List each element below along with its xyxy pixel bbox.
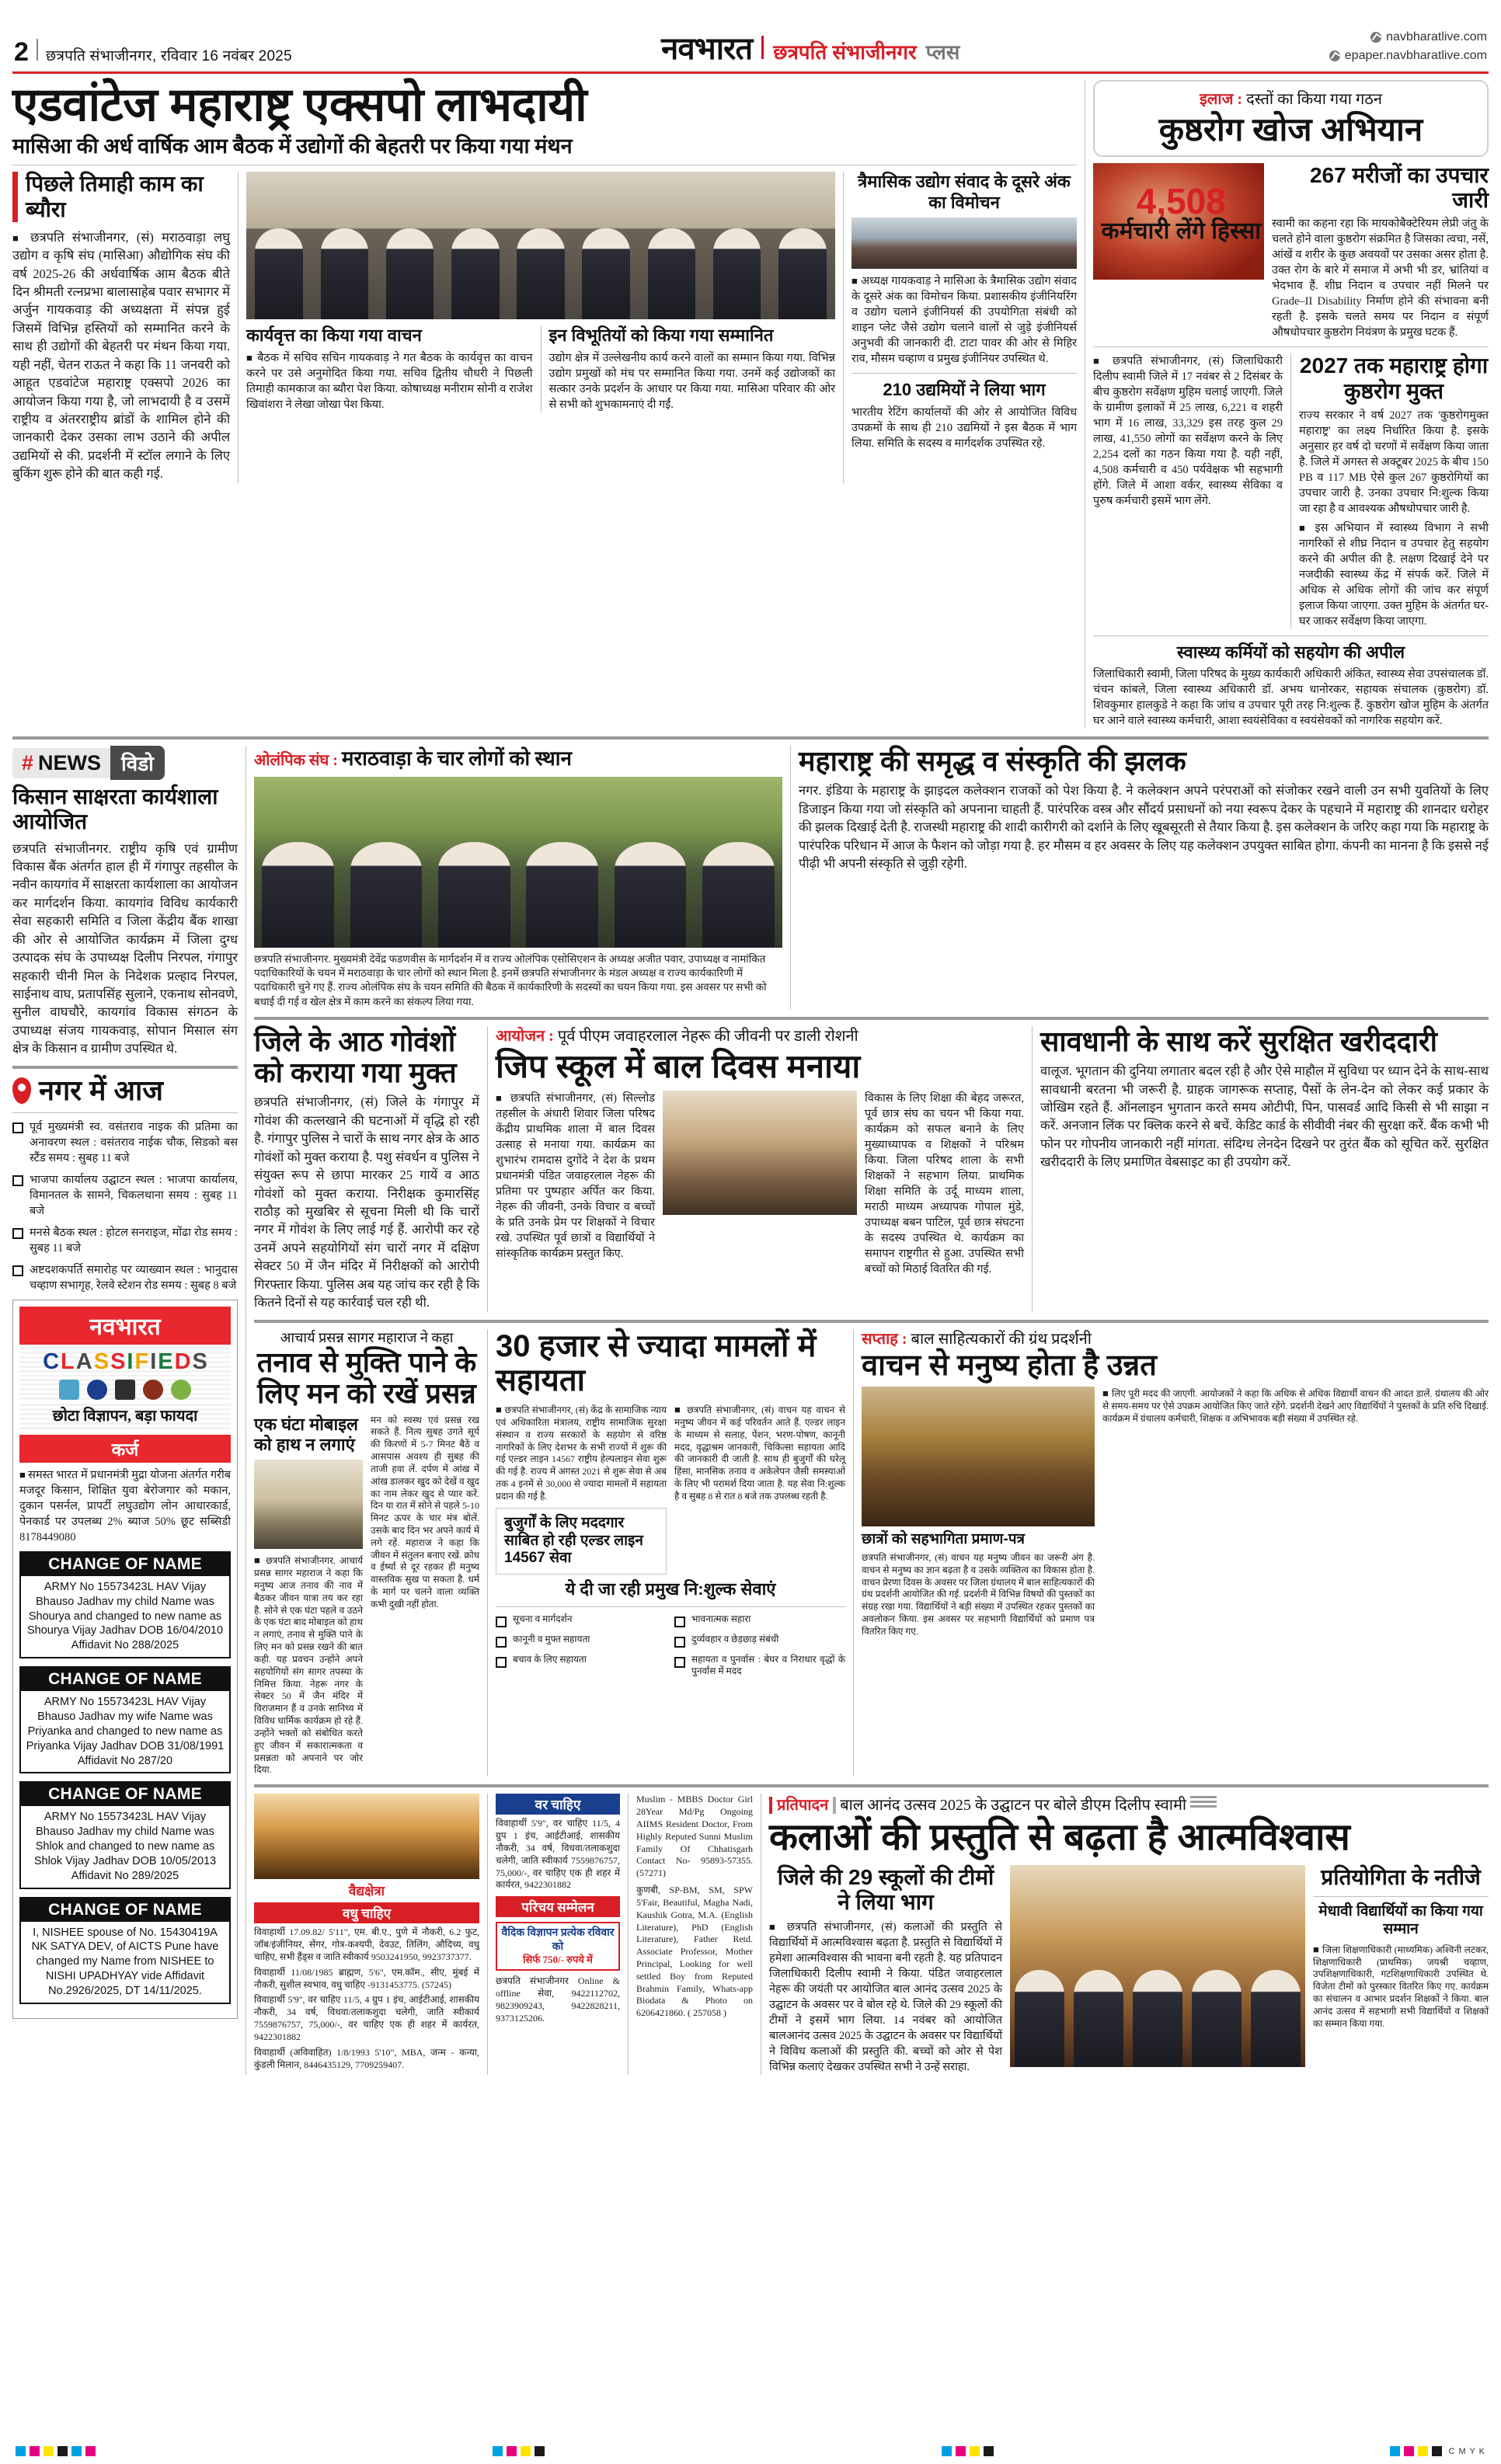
- saint-headline: तनाव से मुक्ति पाने के लिए मन को रखें प्रसन्न: [256, 1345, 477, 1410]
- art-tag: प्रतिपादन: [769, 1797, 836, 1814]
- masthead-links: [1329, 28, 1487, 65]
- section-rule: [851, 373, 1077, 374]
- appeal-head: स्वास्थ्य कर्मियों को सहयोग की अपील: [1176, 642, 1405, 662]
- color-dots-right-wrap: [1390, 2446, 1485, 2456]
- wedding-ad-photo: [254, 1794, 479, 1879]
- search-icon: [87, 1380, 107, 1400]
- masthead-left: [14, 39, 292, 65]
- lead-col-1: [12, 172, 230, 482]
- leprosy-right-body2: ■ इस अभियान में स्वास्थ्य विभाग ने सभी नागरिकों से शीघ्र निदान व उपचार हेतु सहयोग करने की अपील की है. लक्षण दिखाई देने पर नजदीकी स्वास्थ्य केंद्र में संपर्क करें. जिले में अधिक से अधिक लोगों की जांच कर संपूर्ण इलाज किया जाएगा. उक्त मुहिम के अंतर्गत घर-घर जाकर सर्वेक्षण किया जाएगा.: [1299, 520, 1489, 629]
- checkbox-icon: [496, 1617, 507, 1627]
- news-badge-label: [12, 748, 110, 778]
- menu-lines-icon: [1190, 1794, 1217, 1810]
- center-rail: [254, 746, 1489, 2075]
- news-video-body: छत्रपति संभाजीनगर. राष्ट्रीय कृषि एवं ग्रामीण विकास बैंक अंतर्गत हाल ही में गंगापुर तहसील के नवीन कायगांव में साक्षरता कार्यशाला का आयोजन कर मार्गदर्शन किया. कायगांव विविध कार्यकारी सेवा सहकारी समिति व जिला केंद्रीय बैंक शाखा की ओर से आयोजित कार्यक्रम में जिला दुग्ध उत्पादक संघ के उपाध्यक्ष दिलीप निरपल, गंगापुर सहकारी चीनी मिल के निदेशक प्रल्हाद निरपल, साईनाथ वाघ, प्रतापसिंह सुलाने, एकनाथ सोनवणे, सुनील वाघचौरे, कायगांव विकास संगठन के उपाध्यक्ष संजय गायकवाड़, सोपान मिसाल संग क्षेत्र के किसान व ग्रामीण उपस्थित थे.: [12, 840, 238, 1056]
- checkbox-icon: [12, 1175, 23, 1186]
- second-block: [12, 746, 1489, 2075]
- leprosy-left-col: [1093, 353, 1283, 628]
- epaper-url[interactable]: epaper.navbharatlive.com: [1344, 49, 1487, 62]
- art-sub: जिले की 29 स्कूलों की टीमों ने लिया भाग: [777, 1864, 994, 1915]
- culture-headline: महाराष्ट्र की समृद्ध व संस्कृति की झलक: [799, 745, 1186, 778]
- results-body: ■ जिला शिक्षणाधिकारी (माध्यमिक) अश्विनी लटकर, शिक्षणाधिकारी (प्राथमिक) जयश्री चव्हाण, उपशिक्षणाधिकारी, गटशिक्षणाधिकारी उपस्थित थे. विजेता टीमों को पुरस्कार वितरित किए गए. कार्यक्रम का संचालन व आभार प्रदर्शन शिक्षकों ने किया. बाल आनंद उत्सव में सहभागी सभी विद्यार्थियों व शिक्षकों का सम्मान किया गया.: [1313, 1943, 1489, 2031]
- list-item: [674, 1634, 845, 1648]
- band-rule: [254, 1784, 1489, 1787]
- hash-icon: #: [22, 750, 34, 774]
- saint-left-text: ■ छत्रपति संभाजीनगर. आचार्य प्रसन्न सागर महाराज ने कहा कि मनुष्य आज तनाव की नाव में बैठकर जीवन यात्रा तय कर रहा है. सोने से एक घंटा पहले व उठने के एक घंटा बाद मोबाइल को हाथ न लगाएं, तनाव से मुक्ति पाने के लिए मन को प्रसन्न रखने की बात कही. यह प्रवचन उन्होंने अपने सहयोगियों संग सागर तपस्या के निमित्त किया. नेहरू नगर के सेक्टर 50 में जैन मंदिर में विराजमान हैं व उनके सानिध्य में विविध धार्मिक कार्यक्रम हो रहे हैं. उन्होंने भक्तों को संबोधित करते हुए जीवन में सकारात्मकता व प्रसन्नता को अपनाने पर जोर दिया.: [254, 1554, 363, 1777]
- matrimonial-entry: विवाहार्थी (अविवाहित) 1/8/1993 5'10", MBA, जन्म - कन्या, कुंडली मिलान, 8446435129, 7709259407.: [254, 2046, 479, 2070]
- art-row: [769, 1865, 1489, 2075]
- olympic-headline: मराठवाड़ा के चार लोगों को स्थान: [341, 747, 572, 771]
- column-rule: [238, 172, 239, 482]
- matrimonial-contact: छत्रपति संभाजीनगर Online & offline सेवा, 9422112702, 9823909243, 9422828211, 9373125206.: [496, 1975, 620, 2024]
- brand-separator: [761, 36, 764, 59]
- health-icon: [171, 1380, 191, 1400]
- leprosy-right-col: [1299, 353, 1489, 628]
- classifieds-tagline: छोटा विज्ञापन, बड़ा फायदा: [19, 1401, 231, 1430]
- matrimonial-col-3: [636, 1794, 753, 2075]
- legal-aid-headline: 30 हजार से ज्यादा मामलों में सहायता: [496, 1328, 817, 1398]
- books-body2: ■ लिए पूरी मदद की जाएगी. आयोजकों ने कहा कि अधिक से अधिक विद्यार्थी वाचन की आदत डालें. ग्रंथालय की ओर से समय-समय पर ऐसे उपक्रम आयोजित किए जाते रहेंगे. प्रदर्शनी देखने आए विद्यार्थियों ने पुस्तकों के प्रति रुचि दिखाई. कार्यक्रम में ग्रंथालय कर्मचारी, शिक्षक व अभिभावक बड़ी संख्या में उपस्थित रहे.: [1102, 1387, 1489, 1425]
- saint-photo: [254, 1460, 363, 1549]
- band-rule: [254, 1017, 1489, 1020]
- art-headline: कलाओं की प्रस्तुति से बढ़ता है आत्मविश्वास: [769, 1817, 1350, 1859]
- school-event-photo: [663, 1091, 857, 1215]
- culture-story: [799, 746, 1489, 1009]
- weekly-ad-line2: सिर्फ 750/- रुपये में: [523, 1954, 593, 1966]
- checkbox-icon: [12, 1122, 23, 1133]
- globe-icon: [1329, 50, 1340, 61]
- school-kicker: [496, 1026, 1024, 1046]
- books-photo-caption: छात्रों को सहभागिता प्रमाण-पत्र: [862, 1531, 1026, 1548]
- books-story: [862, 1329, 1489, 1777]
- matrimonial-entry: विवाहार्थी 17.09.82/ 5'11", एम. बी.ए., पुणे में नौकरी, 6.2 फुट, जॉब/इंजीनियर, सेंगर, गोत्र-कश्यपी, देवउट, तिलिंग, औदिच्य, वधु चाहिए, सभी हैंड्स व जाति स्वीकार्य 9503241950, 9923737377.: [254, 1926, 479, 1962]
- cattle-story: [254, 1026, 479, 1312]
- service-label: बचाव के लिए सहायता: [513, 1653, 587, 1665]
- location-pin-icon: [12, 1077, 31, 1104]
- notice-body: I, NISHEE spouse of No. 15430419A NK SATYA DEV, of AICTS Pune have changed my Name from NISHEE to NISHI UPADHYAY vide Affidavit No.2926/2025, DT 14/11/2025.: [31, 1926, 219, 1997]
- saint-subhead: एक घंटा मोबाइल को हाथ न लगाएं: [254, 1414, 358, 1454]
- dateline: छत्रपति संभाजीनगर, रविवार 16 नवंबर 2025: [45, 48, 292, 64]
- list-item: [496, 1654, 667, 1668]
- leprosy-top-row: [1093, 163, 1489, 340]
- school-headline: जिप स्कूल में बाल दिवस मनाया: [496, 1047, 861, 1084]
- caption-block-1: [246, 325, 533, 412]
- book-exhibition-photo: [862, 1387, 1095, 1526]
- school-kicker-text: पूर्व पीएम जवाहरलाल नेहरू की जीवनी पर डाली रोशनी: [557, 1027, 858, 1045]
- classifieds-wordmark: C L A S S I F I E D S: [19, 1345, 231, 1376]
- books-body: छत्रपति संभाजीनगर, (सं) वाचन यह मनुष्य जीवन का जरूरी अंग है. वाचन से मनुष्य का ज्ञान बढ़ता है व उसके व्यक्तित्व का विकास होता है. वाचन प्रेरणा दिवस के अवसर पर जिला ग्रंथालय में बाल साहित्यकारों की ग्रंथ प्रदर्शनी आयोजित की गई. प्रदर्शनी में विभिन्न विषयों की पुस्तकों का संग्रह रखा गया. विद्यार्थियों ने बड़ी संख्या में उपस्थित रहकर पुस्तकों का अवलोकन किया. इस अवसर पर सहभागी विद्यार्थियों को प्रमाण पत्र वितरित किए गए.: [862, 1551, 1095, 1637]
- edition-suffix: प्लस: [925, 40, 960, 64]
- column-rule: [487, 1794, 488, 2075]
- books-body2-wrap: [1102, 1387, 1489, 1638]
- school-tag: आयोजन :: [496, 1027, 554, 1045]
- loan-ad-text: ■ समस्त भारत में प्रधानमंत्री मुद्रा योजना अंतर्गत गरीब मजदूर किसान, शिक्षित युवा बेरोजगार को मकान, दुकान पसर्नल, प्रापर्टी लघुउद्योग लोन आधारकार्ड, पेनकार्ड पर उपलब्ध 2% ब्याज 50% छूट सब्सिडी 8178449080: [19, 1467, 231, 1545]
- leprosy-right-body: राज्य सरकार ने वर्ष 2027 तक 'कुष्ठरोगमुक्त महाराष्ट्र' का लक्ष्य निर्धारित किया है. इसके अनुसार हर वर्ष दो चरणों में सर्वेक्षण किया जाता है. जिले में अगस्त से अक्टूबर 2025 के बीच 150 PB व 117 MB ऐसे कुल 267 कुष्ठरोगियों का उपचार जारी है. उनका उपचार नि:शुल्क किया जा रहा है व आवश्यक औषधोपचार जारी है.: [1299, 409, 1489, 515]
- leprosy-kicker-rest: दस्तों का किया गया गठन: [1246, 91, 1382, 108]
- column-rule: [1032, 1026, 1033, 1312]
- saint-left: [254, 1415, 363, 1777]
- muslim-entry: Muslim - MBBS Doctor Girl 28Year Md/Pg Ongoing AIIMS Resident Doctor, From Highly Reputed Sunni Muslim Family Of Chhatisgarh Contact No- 95893-57355. (57271): [636, 1794, 753, 1879]
- books-kicker: [862, 1329, 1489, 1349]
- cattle-headline: जिले के आठ गोवंशों को कराया गया मुक्त: [254, 1025, 457, 1089]
- leprosy-bottom-row: [1093, 353, 1489, 628]
- list-item: [496, 1613, 667, 1627]
- results-sub: मेधावी विद्यार्थियों का किया गया सम्मान: [1318, 1903, 1483, 1937]
- saint-content: [254, 1415, 479, 1777]
- books-tag: सप्ताह :: [862, 1330, 907, 1348]
- city-today-item-text: मनसे बैठक स्थल : होटल सनराइज, मोंढा रोड समय : सुबह 11 बजे: [30, 1226, 238, 1255]
- photo-figures: [246, 228, 835, 320]
- safety-body: वालूज. भूगतान की दुनिया लगातार बदल रही है और ऐसे माहौल में सुविधा पर ध्यान देने के साथ-साथ सावधानी बरतना भी जरूरी है. ग्राहक जागरूक सप्ताह, पैसों के लेन-देन को लेकर कई प्रकार के जोखिम रहते हैं. ऑनलाइन भुगतान करते समय ओटीपी, पिन, पासवर्ड आदि किसी से भी साझा न करें. अनजान लिंक पर क्लिक करने से बचें. केडिट कार्ड के सीवीवी नंबर की सुरक्षा करें. बैंक कभी भी फोन पर गोपनीय जानकारी नहीं मांगता. संदिग्ध लेनदेन दिखने पर तुरंत बैंक को सूचित करें. सुरक्षित खरीददारी के लिए प्रमाणित वेबसाइट का ही उपयोग करें.: [1040, 1063, 1489, 1170]
- leprosy-sub-col: [1272, 163, 1489, 340]
- books-photo-wrap: [862, 1387, 1095, 1638]
- legal-aid-right: [674, 1403, 845, 1575]
- stat-label: कर्मचारी लेंगे हिस्सा: [1101, 218, 1261, 245]
- lead-story: [12, 80, 1077, 729]
- leprosy-left-body: ■ छत्रपति संभाजीनगर, (सं) जिलाधिकारी दिलीप स्वामी जिले में 17 नवंबर से 2 दिसंबर के बीच कुष्ठरोग सर्वेक्षण मुहिम चलाई जाएगी. जिले के ग्रामीण इलाकों में 25 लाख, 6,221 व शहरी भाग में 16 लाख, 33,329 इस तरह कुल 29 लाख, 41,550 लोगों का सर्वेक्षण करने के लिए 2,254 दलों का गठन किया गया है. यही नहीं, 4,508 कर्मचारी व 450 पर्यवेक्षक भी सहभागी होंगे. जिले में आशा वर्कर, स्वास्थ्य सेविका व पुरुष कर्मचारी इसमें भाग लेंगे.: [1093, 353, 1283, 509]
- saint-right: [371, 1415, 479, 1777]
- change-of-name-notice: [19, 1897, 231, 2004]
- art-body: ■ छत्रपति संभाजीनगर, (सं) कलाओं की प्रस्तुति से विद्यार्थियों में आत्मविश्वास बढ़ता है. प्रस्तुति से विद्यार्थियों में हमेशा आत्मविश्वास की भावना बनी रहती है. यह प्रतिपादन जिलाधिकारी दिलीप स्वामी ने किया. पंडित जवाहरलाल नेहरू की जयंती पर आयोजित बाल आनंद उत्सव 2025 के उद्घाटन के अवसर पर वे बोल रहे थे. जिले की 29 स्कूलों की टीमों ने इसमें भाग लिया. 14 नवंबर को आयोजित बालआनंद उत्सव 2025 के उद्घाटन के अवसर पर विद्यार्थियों ने विविध कलाओं की प्रस्तुति की. बच्चों को ओर से पेश विभिन्न कलाएं देखकर उपस्थित सभी ने उन्हें सराहा.: [769, 1919, 1002, 2075]
- globe-icon: [1370, 32, 1381, 43]
- masthead-brand-block: [661, 26, 959, 68]
- column-rule: [853, 1329, 854, 1777]
- legal-aid-row: [496, 1403, 845, 1575]
- legal-aid-body2: ■ छत्रपति संभाजीनगर, (सं) वाचन यह वाचन से मनुष्य जीवन में कई परिवर्तन आते हैं. एल्डर लाइन के माध्यम से सलाह, पेंशन, भरण-पोषण, कानूनी मदद, वृद्धाश्रम जानकारी, चिकित्सा सहायता आदि की जानकारी दी जाती है. साथ ही बुजुर्गों की घरेलू हिंसा, मानसिक तनाव व अकेलेपन जैसी समस्याओं के लिए भी परामर्श दिया जाता है. यह सेवा नि:शुल्क है व सुबह 8 से रात 8 बजे तक उपलब्ध रहती है.: [674, 1403, 845, 1503]
- service-label: दुर्व्यवहार व छेड़छाड़ संबंधी: [691, 1633, 779, 1644]
- color-dots-mid2: [942, 2446, 994, 2456]
- books-row: [862, 1387, 1489, 1638]
- city-today-item-text: पूर्व मुख्यमंत्री स्व. वसंतराव नाइक की प्रतिमा का अनावरण स्थल : वसंतराव नाईक चौक, सिडको बस स्टैंड समय : सुबह 11 बजे: [30, 1120, 238, 1164]
- page-content: [0, 74, 1501, 2075]
- change-of-name-notice: [19, 1666, 231, 1773]
- list-item: [12, 1225, 238, 1256]
- lead-caption-row: [246, 325, 835, 412]
- legal-aid-stat-box: [496, 1508, 667, 1575]
- photo-caption-head: कार्यवृत्त का किया गया वाचन: [246, 325, 422, 346]
- city-today-title: नगर में आज: [39, 1074, 164, 1106]
- website-row[interactable]: [1329, 28, 1487, 47]
- matrimonial-col-2: [496, 1794, 620, 2075]
- art-festival-story: [769, 1794, 1489, 2075]
- weekly-ad-box[interactable]: [496, 1922, 620, 1971]
- edition-name: छत्रपति संभाजीनगर: [773, 40, 917, 64]
- notice-title: CHANGE OF NAME: [21, 1668, 229, 1691]
- section-rule: [1313, 1896, 1489, 1897]
- change-of-name-notice: [19, 1781, 231, 1888]
- list-item: [674, 1613, 845, 1627]
- leprosy-headline: कुष्ठरोग खोज अभियान: [1158, 111, 1423, 148]
- change-of-name-notice: [19, 1551, 231, 1658]
- magazine-release-photo: [851, 218, 1077, 269]
- checkbox-icon: [496, 1637, 507, 1648]
- services-col-2: [674, 1613, 845, 1685]
- news-video-badge[interactable]: [12, 746, 165, 780]
- column-rule: [1290, 353, 1291, 628]
- school-body-left: [496, 1091, 655, 1277]
- photo-caption-body: ■ बैठक में सचिव सचिन गायकवाड़ ने गत बैठक के कार्यवृत्त का वाचन करने पर उसे अनुमोदित किया गया. सचिव द्वितीय चौधरी ने पिछली तिमाही कामकाज का ब्यौरा पेश किया. कोषाध्यक्ष मनीराम सोनी व राजेश खिवांशरा ने लेखा जोखा पेश किया.: [246, 350, 533, 412]
- books-kicker-text: बाल साहित्यकारों की ग्रंथ प्रदर्शनी: [911, 1330, 1092, 1348]
- fifth-block: [254, 1794, 1489, 2075]
- appeal-body: जिलाधिकारी स्वामी, जिला परिषद के मुख्य कार्यकारी अधिकारी अंकित, स्वास्थ्य सेवा उपसंचालक डॉ. चंचन कांबले, जिला स्वास्थ्य अधिकारी डॉ. अभय धानोरकर, सहायक संचालक (कुष्ठरोग) डॉ. शिवकुमार हालकुडे ने कहा कि जांच व उपचार पूरी तरह नि:शुल्क हैं. कुष्ठरोग खोज मुहिम के अंतर्गत घर आने वाले स्वास्थ्य कर्मचारी, आशा स्वयंसेविका व स्वयंसेवकों को नागरिक सहयोग करें.: [1093, 668, 1489, 728]
- brahmin-entry: कुणबी, SP-BM, SM, SPW 5'Fair, Beautiful, Magha Nadi, Kaushik Gotra, M.A. (English Literature), PhD (English Literature), Father Retd. Associate Professor, Mother Principal, Looking for well settled Boy from Reputed Brahmin Family, Whats-app Biodata & Photo on 6206421860. ( 257058 ): [636, 1885, 753, 2019]
- legal-aid-stat-head: बुजुर्गों के लिए मददगार साबित हो रही एल्डर लाइन 14567 सेवा: [504, 1514, 643, 1567]
- classifieds-section-loan: कर्ज: [19, 1435, 231, 1463]
- left-rail: [12, 746, 238, 2075]
- saint-kicker: आचार्य प्रसन्न सागर महाराज ने कहा: [280, 1329, 454, 1345]
- matrimonial-entry: विवाहार्थी 11/08/1985 ब्राह्मण, 5'6", एम.कॉम., सीए, मुंबई में नौकरी, सुशील स्वभाव, वधु चाहिए -9131453775. (57245): [254, 1966, 479, 1990]
- notice-body: ARMY No 15573423L HAV Vijay Bhauso Jadhav my wife Name was Priyanka and changed to new name as Priyanka Vijay Jadhav DOB 31/08/1991 Affidavit No 287/20: [26, 1696, 225, 1767]
- school-body-right: [865, 1091, 1024, 1277]
- wedding-icon: [143, 1380, 163, 1400]
- section-rule: [1093, 346, 1489, 347]
- news-label: NEWS: [38, 750, 102, 774]
- city-today-item-text: भाजपा कार्यालय उद्घाटन स्थल : भाजपा कार्यालय, विमानतल के सामने, चिकलथाना समय : सुबह 11 बजे: [30, 1173, 238, 1217]
- section-rule: [12, 1112, 238, 1113]
- graduation-cap-icon: [115, 1380, 135, 1400]
- service-label: सूचना व मार्गदर्शन: [513, 1613, 573, 1624]
- band-rule: [254, 1320, 1489, 1323]
- school-photo-wrap: [663, 1091, 857, 1277]
- culture-body: नगर. इंडिया के महाराष्ट्र के झाइदल कलेक्शन राजकों को पेश किया है. ने कलेक्शन अपने परंपराओं को संजोकर रखने वाली उन सभी युवतियों के लिए डिजाइन किया गया जो संस्कृति को अपनाना चाहती हैं. पारंपरिक वस्त्र और सौंदर्य प्रसाधनों को नया स्वरूप देकर के पहचाने में महाराष्ट्र की शानदार धरोहर की झलक दिखाई देती है. राजस्थी महाराष्ट्र की शादी कारीगरी को दर्शाने के लिए खूबसूरती से तैयार किया है. इस कलेक्शन के जरिए कहा गया कि महाराष्ट्र के पारंपरिक परिधान में आज के फैशन को जोड़ा गया है. हर मौसम व हर अवसर के लिए यह कलेक्शन उपयुक्त साबित होगा. कंपनी का मानना है कि इससे नई पीढ़ी भी अपनी संस्कृति से जुड़ी रहेगी.: [799, 783, 1489, 872]
- column-rule: [487, 1026, 488, 1312]
- column-rule: [541, 325, 542, 412]
- classifieds-brand: नवभारत: [19, 1307, 231, 1345]
- masthead: [0, 0, 1501, 71]
- band-rule: [12, 736, 1489, 740]
- lead-right-body: ■ अध्यक्ष गायकवाड़ ने मासिआ के त्रैमासिक उद्योग संवाद के दूसरे अंक का विमोचन किया. प्रशासकीय इंजीनियरिंग व उद्योग चलाने इंजीनियर्स की उपयोगिता संबंधी को शाइन प्लेट जैसे उद्योग चलाने वालों से जुड़े इंजीनियर्स अनुभवी की जानकारी दी. टाटा पावर की ओर से मिहिर राव, मौसम चव्हाण व प्रमुख इंजीनियर उपस्थित थे.: [851, 273, 1077, 367]
- service-label: कानूनी व मुफ्त सहायता: [513, 1633, 590, 1644]
- video-label[interactable]: विडो: [110, 746, 165, 780]
- school-body-row: [496, 1091, 1024, 1277]
- checkbox-icon: [674, 1617, 685, 1627]
- saint-right-text: मन को स्वस्थ एवं प्रसन्न रख सकते हैं. नित्य सुबह उगते सूर्य की किरणों में 5-7 मिनट बैठें व आसपास अवश्य ही सुबह की ताजी हवा लें. दर्पण में आंख में आंख डालकर खुद को देखें व खुद का नाम लेकर खुद से प्यार करें. दिन या रात में सोने से पहले 5-10 मिनट ऊपर के चार मंत्र बोलें. उसके बाद दिन भर अपने कार्य में लगे रहें. महाराज ने कहा कि जीवन में संतुलन बनाए रखें. क्रोध व ईर्ष्या से दूर रहकर ही मनुष्य वास्तविक सुख पा सकता है. धर्म के मार्ग पर चलने वाला व्यक्ति कभी दुखी नहीं होता.: [371, 1414, 479, 1610]
- photo-figures: [1010, 1970, 1305, 2067]
- lead-bottom-body: भारतीय रेटिंग कार्यालयों की ओर से आयोजित विविध उपक्रमों के साथ ही 210 उद्यमियों ने इस बैठक में भाग लिया. समिति के सदस्य व मार्गदर्शक उपस्थित रहे.: [851, 405, 1077, 450]
- leprosy-photo-wrap: [1093, 163, 1264, 340]
- saint-story: [254, 1329, 479, 1777]
- color-dots-mid: [493, 2446, 545, 2456]
- caption-block-2: [549, 325, 836, 412]
- lead-side-head: पिछले तिमाही काम का ब्यौरा: [12, 172, 230, 221]
- color-dots-left: [16, 2446, 96, 2456]
- website-url[interactable]: navbharatlive.com: [1386, 30, 1487, 44]
- classifieds-block: [12, 1300, 238, 2019]
- column-rule: [843, 172, 844, 482]
- art-results: [1313, 1865, 1489, 2075]
- art-left: [769, 1865, 1002, 2075]
- bride-wanted-head: वधु चाहिए: [254, 1902, 479, 1923]
- service-label: सहायता व पुनर्वास : बेघर व निराधार वृद्धों के पुनर्वास में मदद: [691, 1653, 845, 1677]
- masthead-divider: [37, 39, 38, 61]
- mid-head: इन विभूतियों को किया गया सम्मानित: [549, 325, 774, 346]
- school-story: [496, 1026, 1024, 1312]
- art-photo-wrap: [1010, 1865, 1305, 2075]
- leprosy-sub-body: स्वामी का कहना रहा कि मायकोबैक्टेरियम लेप्री जंतु के चलते होने वाला कुष्ठरोग संक्रमित है जिसका त्वचा, नसें, आंखें व शरीर के कुछ अवयवों पर उसका असर होता है. उक्त रोग के बारे में समाज में अभी भी डर, भ्रांतियां व भेदभाव हैं. शीघ्र निदान व उपचार नहीं मिलने पर Grade–II Disability निर्माण होने की संभावना बनी रहती है. इसके चलते समय पर निदान व संपूर्ण औषधोपचार कुष्ठरोग नियंत्रण के प्रमुख घटक हैं.: [1272, 218, 1489, 339]
- list-item: [12, 1172, 238, 1219]
- legal-aid-story: [496, 1329, 845, 1777]
- band-rule: [12, 1066, 238, 1069]
- list-item: [12, 1262, 238, 1293]
- brand-logo: नवभारत: [661, 32, 753, 66]
- classifieds-icons: [19, 1376, 231, 1401]
- results-head: प्रतियोगिता के नतीजे: [1321, 1864, 1481, 1889]
- services-head: ये दी जा रही प्रमुख नि:शुल्क सेवाएं: [565, 1579, 776, 1599]
- art-kicker: [769, 1794, 1489, 1815]
- books-headline: वाचन से मनुष्य होता है उन्नत: [862, 1349, 1157, 1382]
- services-list: [496, 1613, 845, 1685]
- checkbox-icon: [496, 1657, 507, 1668]
- notice-body: ARMY No 15573423L HAV Vijay Bhauso Jadhav my child Name was Shlok and changed to new name as Shlok Vijay Jadhav DOB 10/05/2013 Affidavit No 289/2025: [33, 1811, 217, 1882]
- photo-figures: [254, 842, 782, 948]
- color-dots-right: [1390, 2446, 1442, 2456]
- leprosy-kicker: [1104, 89, 1478, 110]
- leprosy-story: [1093, 80, 1489, 729]
- lead-body: ■ छत्रपति संभाजीनगर, (सं) मराठवाड़ा लघु उद्योग व कृषि संघ (मासिआ) औद्योगिक संघ की वर्ष 2025-26 की अर्धवार्षिक आम बैठक बीते दिन श्रीमती रत्नप्रभा बालासाहेब पवार सभागर में अर्जुन गायकवाड़ की अध्यक्षता में संपन्न हुई जिसमें विभिन्न हस्तियों को सम्मानित करने के साथ ही उद्योगों की बेहतरी पर मंथन किया गया. यही नहीं, चेतन राऊत ने कहा कि 11 जनवरी को आहूत एडवांटेज महाराष्ट्र एक्सपो 2026 का आयोजन किया गया है, जो लाभदायी है व उसमें राष्ट्रीय व अंतरराष्ट्रीय ब्रांडों के शामिल होने की जानकारी देकर उसका लाभ उठाने की अपील उद्यमियों से की. प्रदर्शनी में स्टॉल लगाने के लिए बुकिंग शुरू होने की बात कही गई.: [12, 228, 230, 483]
- list-item: [12, 1119, 238, 1166]
- masia-meeting-photo: [246, 172, 835, 319]
- top-block: [12, 80, 1489, 729]
- leprosy-box: [1093, 80, 1489, 157]
- school-left-text: ■ छत्रपति संभाजीनगर, (सं) सिल्लोड तहसील के अंधारी शिवार जिला परिषद केंद्रीय प्राथमिक शाला में बाल दिवस उत्साह से मनाया गया. कार्यक्रम का शुभारंभ रामदास दुगोंदे ने देश के प्रथम प्रधानमंत्री पंडित जवाहरलाल नेहरू की प्रतिमा पर पुष्पहार अर्पित कर किया. नेहरू की जीवनी, उनके विचार व बच्चों के प्रति उनके प्रेम पर शिक्षकों ने विचार रखे. उपस्थित पूर्व छात्रों व विद्यार्थियों ने सांस्कृतिक कार्यक्रम प्रस्तुत किए.: [496, 1091, 655, 1262]
- lead-col-3: [851, 172, 1077, 482]
- olympic-caption: छत्रपति संभाजीनगर. मुख्यमंत्री देवेंद्र फडणवीस के मार्गदर्शन में व राज्य ओलंपिक एसोसिएशन के अध्यक्ष अजीत पवार, उपाध्यक्ष व नामांकित पदाधिकारियों के चयन में मराठवाड़ा के चार लोगों को स्थान मिला है. इनमें छत्रपति संभाजीनगर के मंडल अध्यक्ष व राज्य कार्यकारिणी में पदाधिकारी चुने गए हैं. राज्य ओलंपिक संघ के चयन समिति की बैठक में कार्यकारिणी के सदस्यों का चयन किया गया. इस अवसर पर सभी को बधाई दी गई व खेल क्षेत्र में काम करने का संकल्प लिया गया.: [254, 952, 767, 1008]
- art-kicker-text: बाल आनंद उत्सव 2025 के उद्घाटन पर बोले डीएम दिलीप स्वामी: [840, 1797, 1187, 1815]
- page-number: 2: [14, 37, 29, 67]
- weekly-ad-line1: वैदिक विज्ञापन प्रत्येक रविवार को: [501, 1927, 615, 1953]
- list-item: [496, 1634, 667, 1648]
- city-today-list: [12, 1119, 238, 1293]
- list-item: [674, 1654, 845, 1679]
- groom-wanted-head: वर चाहिए: [496, 1794, 620, 1815]
- olympic-members-photo: [254, 777, 782, 948]
- column-rule: [628, 1794, 629, 2075]
- epaper-row[interactable]: [1329, 47, 1487, 65]
- leprosy-sub: 267 मरीजों का उपचार जारी: [1309, 163, 1489, 213]
- leprosy-right-head: 2027 तक महाराष्ट्र होगा कुष्ठरोग मुक्त: [1299, 353, 1489, 403]
- notice-title: CHANGE OF NAME: [21, 1783, 229, 1806]
- lead-headline: एडवांटेज महाराष्ट्र एक्सपो लाभदायी: [12, 78, 587, 131]
- lead-bottom-head: 210 उद्यमियों ने लिया भाग: [883, 380, 1046, 400]
- lead-columns: [12, 172, 1077, 482]
- leprosy-tag: इलाज :: [1200, 91, 1243, 108]
- checkbox-icon: [674, 1657, 685, 1668]
- legal-aid-left: [496, 1403, 667, 1575]
- services-col-1: [496, 1613, 667, 1685]
- vaidya-label: वैद्यक्षेत्रा: [348, 1884, 385, 1899]
- matrimonial-col-1: [254, 1794, 479, 2075]
- lead-subhead: मासिआ की अर्ध वार्षिक आम बैठक में उद्योगों की बेहतरी पर किया गया मंथन: [12, 134, 573, 158]
- art-festival-stage-photo: [1010, 1865, 1305, 2067]
- news-video-headline: किसान साक्षरता कार्यशाला आयोजित: [12, 785, 218, 834]
- checkbox-icon: [12, 1228, 23, 1239]
- olympic-and-culture: [254, 746, 1489, 1009]
- cattle-body: छत्रपति संभाजीनगर, (सं) जिले के गंगापुर में गोवंश की कत्लखाने की घटनाओं में वृद्धि हो रही है. गंगापुर पुलिस ने चारों के साथ नगर क्षेत्र के आठ गोवंशों को मुक्त कराया है. पशु संवर्धन व पुलिस ने संयुक्त रूप से छापा मारकर 25 गायें व आठ गोवंशों को मुक्त कराया. निरीक्षक कुमारसिंह राठौड़ को मुखबिर से सूचना मिली थी कि चारों नगर में गोवंश के लिए लाई गई हैं. आरोपी कर रहे उनमें अपने सहयोगियों संग चारों नगर में दक्षिण सेक्टर 50 में जैन मंदिर में निरीक्षकों को आरोपी गिरफ्तार किया. पुलिस अब यह जांच कर रही है कि कितने दिनों से यह कार्रवाई चल रही थी.: [254, 1095, 479, 1310]
- third-block: [254, 1026, 1489, 1312]
- notice-title: CHANGE OF NAME: [21, 1898, 229, 1922]
- lead-col-2: [246, 172, 835, 482]
- checkbox-icon: [674, 1637, 685, 1648]
- meet-head: परिचय सम्मेलन: [496, 1896, 620, 1917]
- section-rule: [1093, 635, 1489, 636]
- olympic-story: [254, 746, 782, 1009]
- footer-registration-bar: [0, 2446, 1501, 2456]
- safety-headline: सावधानी के साथ करें सुरक्षित खरीददारी: [1040, 1025, 1437, 1057]
- olympic-kicker: [254, 746, 782, 772]
- safety-story: [1040, 1026, 1489, 1312]
- legal-aid-body: ■ छत्रपति संभाजीनगर, (सं) केंद्र के सामाजिक न्याय एवं अधिकारिता मंत्रालय, राष्ट्रीय सामाजिक सुरक्षा संस्थान व राज्य सरकारों के सहयोग से वरिष्ठ नागरिकों के लिए देशभर के सभी राज्यों में शुरू की गई एल्डर लाइन 14567 राष्ट्रीय हेल्पलाइन सेवा शुरू की गई है. राज्य में अगस्त 2021 से शुरू सेवा से अब तक 4 इनमें से 30,000 से ज्यादा मामलों में सहायता प्रदान की गई है.: [496, 1403, 667, 1503]
- service-label: भावनात्मक सहारा: [691, 1613, 751, 1624]
- olympic-tag: ओलंपिक संघ :: [254, 752, 338, 770]
- matrimonial-entry: विवाहार्थी 5'9", वर चाहिए 11/5, 4 ग्रुप 1 इंच, आईटीआई, शासकीय नौकरी, 34 वर्ष, विधवा/तलाकशुदा चलेगी, जाति स्वीकार्य 7559876757, 75,000/-, वर चाहिए एक ही शहर में कार्यरत, 9422301882: [254, 1994, 479, 2042]
- section-rule: [496, 1606, 845, 1607]
- mid-body: उद्योग क्षेत्र में उल्लेखनीय कार्य करने वालों का सम्मान किया गया. विभिन्न उद्योग प्रमुखों को मंच पर सम्मानित किया गया. उनमें कई उद्योजकों का सत्कार उनके प्रदर्शन के आधार पर किया गया. मासिआ परिवार की ओर से सभी को शुभकामनाएं दी गईं.: [549, 351, 835, 411]
- cmyk-label: C M Y K: [1448, 2446, 1485, 2456]
- school-right-text: विकास के लिए शिक्षा की बेहद जरूरत, पूर्व छात्र संघ का चयन भी किया गया. कार्यक्रम को सफल बनाने के लिए मुख्याध्यापक व शिक्षकों ने परिश्रम किया. जिला परिषद शाला के सभी शिक्षकों ने सहभाग लिया. प्राथमिक शिक्षा समिति के उर्दू माध्यम शाला, मराठी माध्यम अध्यापक गोपाल मुंडे, उपाध्यक्ष बबन पाटिल, पूर्व छात्र संघटना के सदस्य उपस्थित थे. कार्यक्रम का समापन राष्ट्रगीत से हुआ. उपस्थित सभी बच्चों को मिठाई वितरित की गई.: [865, 1091, 1024, 1276]
- matrimonial-entry: विवाहार्थी 5'9", वर चाहिए 11/5, 4 ग्रुप 1 इंच, आईटीआई, शासकीय नौकरी, 34 वर्ष, विधवा/तलाकशुदा चलेगी, जाति स्वीकार्य 7559876757, 75,000/-, वर चाहिए एक ही शहर में कार्यरत, 9422301882: [496, 1818, 620, 1891]
- city-today-item-text: अष्टदशकपर्ति समारोह पर व्याख्यान स्थल : भानुदास चव्हाण सभागृह, रेलवे स्टेशन रोड समय : सुबह 8 बजे: [30, 1263, 238, 1292]
- checkbox-icon: [12, 1265, 23, 1276]
- column-rule: [487, 1329, 488, 1777]
- city-today-header: [12, 1075, 238, 1106]
- leprosy-stat: [1102, 183, 1261, 244]
- notice-body: ARMY No 15573423L HAV Vijay Bhauso Jadhav my child Name was Shourya and changed to new name as Shourya Vijay Jadhav DOB 16/04/2010 Affidavit No 288/2025: [26, 1580, 224, 1652]
- notice-title: CHANGE OF NAME: [21, 1553, 229, 1576]
- lead-right-kicker: त्रैमासिक उद्योग संवाद के दूसरे अंक का विमोचन: [858, 172, 1071, 212]
- stat-number: 4,508: [1136, 181, 1226, 222]
- column-rule: [790, 746, 791, 1009]
- fourth-block: [254, 1329, 1489, 1777]
- house-icon: [59, 1380, 79, 1400]
